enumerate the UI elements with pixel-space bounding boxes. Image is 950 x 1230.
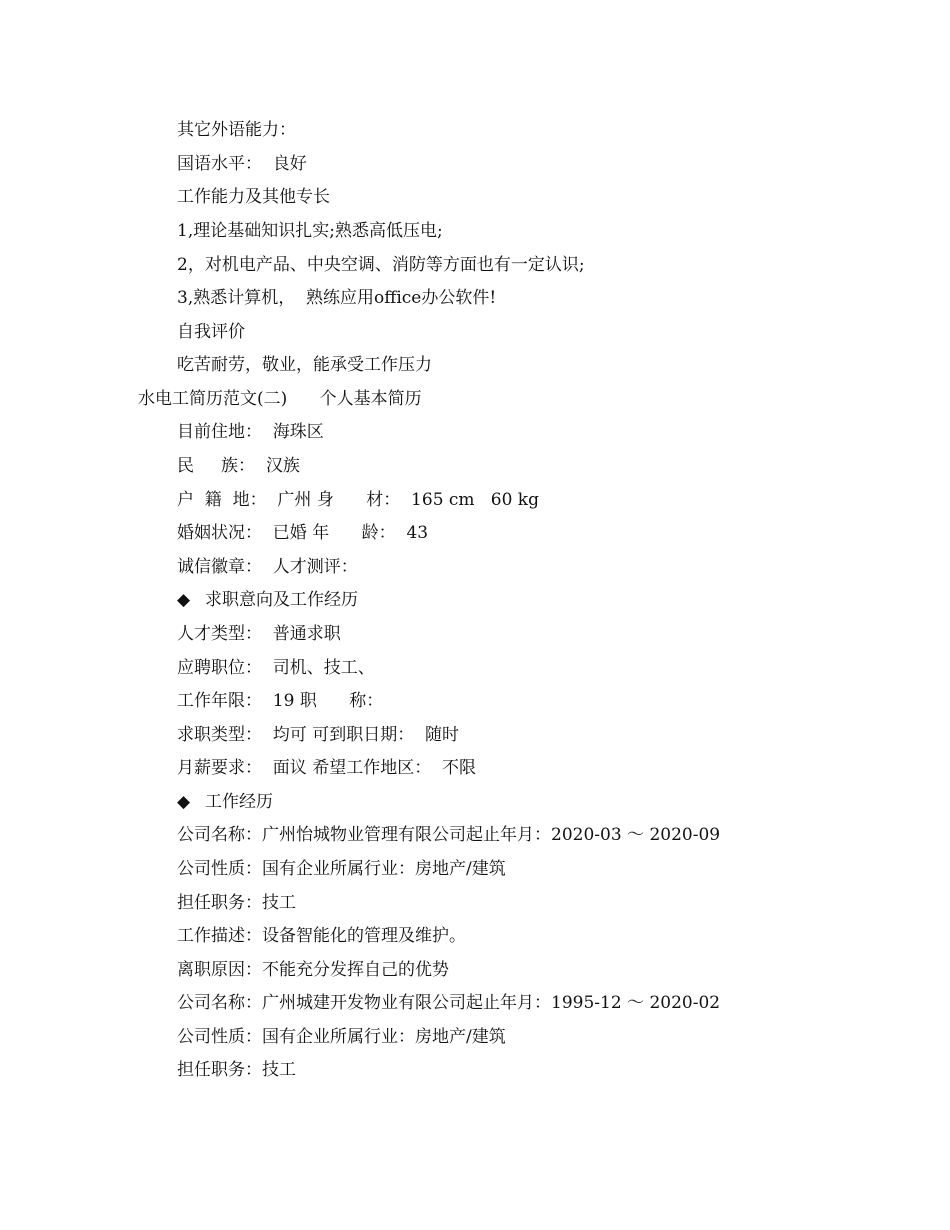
- diamond-bullet-icon: ◆: [177, 590, 191, 610]
- subsection-work-experience: [177, 790, 273, 814]
- text-line-ethnicity: 民 族： 汉族: [177, 456, 300, 476]
- text-line-skill-1: 1,理论基础知识扎实;熟悉高低压电;: [177, 221, 443, 241]
- text-line-company-1-description: 工作描述：设备智能化的管理及维护。: [177, 926, 466, 946]
- section-title: 水电工简历范文(二) 个人基本简历: [138, 389, 422, 409]
- text-line-years-title: 工作年限： 19 职 称：: [177, 691, 384, 711]
- text-line-skill-3: 3,熟悉计算机， 熟练应用office办公软件!: [177, 288, 497, 308]
- text-line-company-1-role: 担任职务：技工: [177, 893, 296, 913]
- text-line-marital-age: 婚姻状况： 已婚 年 龄： 43: [177, 523, 429, 543]
- text-line-salary-area: 月薪要求： 面议 希望工作地区： 不限: [177, 758, 477, 778]
- text-line-hometown-height: 户 籍 地： 广州 身 材： 165 cm 60 kg: [177, 490, 539, 510]
- text-line-company-1-nature: 公司性质：国有企业所属行业：房地产/建筑: [177, 859, 506, 879]
- text-line-residence: 目前住地： 海珠区: [177, 422, 324, 442]
- subsection-job-intention: [177, 588, 358, 612]
- diamond-bullet-icon: ◆: [177, 792, 191, 812]
- subsection-label: 工作经历: [205, 792, 273, 812]
- text-line-company-1-leave-reason: 离职原因：不能充分发挥自己的优势: [177, 960, 449, 980]
- text-line-mandarin-level: 国语水平： 良好: [177, 154, 307, 174]
- text-line-talent-type: 人才类型： 普通求职: [177, 624, 341, 644]
- text-line-company-1: 公司名称：广州怡城物业管理有限公司起止年月：2020-03 ～ 2020-09: [177, 825, 721, 845]
- text-line-self-evaluation: 吃苦耐劳，敬业，能承受工作压力: [177, 355, 432, 375]
- text-line-badge-assessment: 诚信徽章： 人才测评：: [177, 557, 358, 577]
- text-line-job-type: 求职类型： 均可 可到职日期： 随时: [177, 725, 460, 745]
- text-line-company-2-role: 担任职务：技工: [177, 1060, 296, 1080]
- text-line-skill-2: 2，对机电产品、中央空调、消防等方面也有一定认识;: [177, 255, 585, 275]
- text-line-company-2-nature: 公司性质：国有企业所属行业：房地产/建筑: [177, 1027, 506, 1047]
- subsection-label: 求职意向及工作经历: [205, 590, 358, 610]
- text-line-other-languages: 其它外语能力：: [177, 120, 296, 140]
- text-line-company-2: 公司名称：广州城建开发物业有限公司起止年月：1995-12 ～ 2020-02: [177, 993, 721, 1013]
- text-line-self-evaluation-heading: 自我评价: [177, 322, 245, 342]
- text-line-skills-heading: 工作能力及其他专长: [177, 187, 330, 207]
- text-line-position: 应聘职位： 司机、技工、: [177, 658, 375, 678]
